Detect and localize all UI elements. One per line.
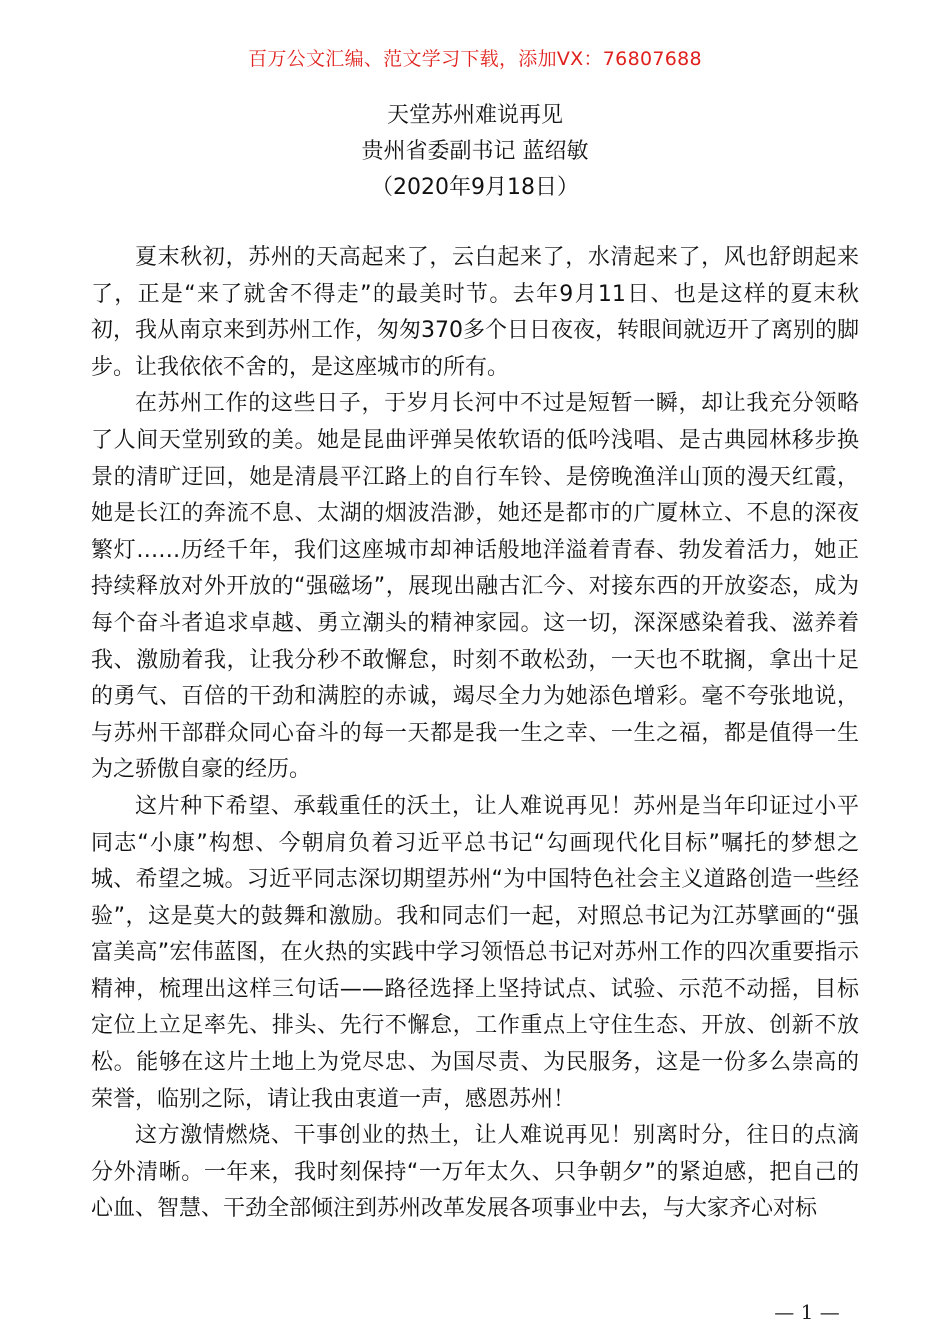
- article-date: （2020年9月18日）: [371, 175, 579, 200]
- paragraph: 在苏州工作的这些日子，于岁月长河中不过是短暂一瞬，却让我充分领略了人间天堂别致的美。她是昆曲评弹吴侬软语的低吟浅唱、是古典园林移步换景的清旷迂回，她是清晨平江路上的自行车铃、是傍晚渔洋山顶的漫天红霞，她是长江的奔流不息、太湖的烟波浩渺，她还是都市的广厦林立、不息的深夜繁灯……历经千年，我们这座城市却神话般地洋溢着青春、勃发着活力，她正持续释放对外开放的“强磁场”，展现出融古汇今、对接东西的开放姿态，成为每个奋斗者追求卓越、勇立潮头的精神家园。这一切，深深感染着我、滋养着我、激励着我，让我分秒不敢懈怠，时刻不敢松劲，一天也不耽搁，拿出十足的勇气、百倍的干劲和满腔的赤诚，竭尽全力为她添色增彩。毫不夸张地说，与苏州干部群众同心奋斗的每一天都是我一生之幸、一生之福，都是值得一生为之骄傲自豪的经历。: [91, 391, 859, 783]
- page-number: — 1 —: [774, 1300, 840, 1324]
- paragraph: 这方激情燃烧、干事创业的热土，让人难说再见！别离时分，往日的点滴分外清晰。一年来，我时刻保持“一万年太久、只争朝夕”的紧迫感，把自己的心血、智慧、干劲全部倾注到苏州改革发展各项事业中去，与大家齐心对标: [91, 1123, 859, 1222]
- article-title: 天堂苏州难说再见: [386, 103, 563, 128]
- article-body: [91, 240, 859, 1228]
- paragraph: 这片种下希望、承载重任的沃土，让人难说再见！苏州是当年印证过小平同志“小康”构想、今朝肩负着习近平总书记“勾画现代化目标”嘱托的梦想之城、希望之城。习近平同志深切期望苏州“为中国特色社会主义道路创造一些经验”，这是莫大的鼓舞和激励。我和同志们一起，对照总书记为江苏擘画的“强富美高”宏伟蓝图，在火热的实践中学习领悟总书记对苏州工作的四次重要指示精神，梳理出这样三句话——路径选择上坚持试点、试验、示范不动摇，目标定位上立足率先、排头、先行不懈怠，工作重点上守住生态、开放、创新不放松。能够在这片土地上为党尽忠、为国尽责、为民服务，这是一份多么崇高的荣誉，临别之际，请让我由衷道一声，感恩苏州！: [91, 793, 859, 1112]
- download-banner: 百万公文汇编、范文学习下载，添加VX：76807688: [248, 48, 702, 70]
- article-author: 贵州省委副书记 蓝绍敏: [361, 139, 589, 164]
- article-header: [0, 98, 950, 206]
- paragraph: 夏末秋初，苏州的天高起来了，云白起来了，水清起来了，风也舒朗起来了，正是“来了就舍不得走”的最美时节。去年9月11日、也是这样的夏末秋初，我从南京来到苏州工作，匆匆370多个日日夜夜，转眼间就迈开了离别的脚步。让我依依不舍的，是这座城市的所有。: [91, 245, 859, 380]
